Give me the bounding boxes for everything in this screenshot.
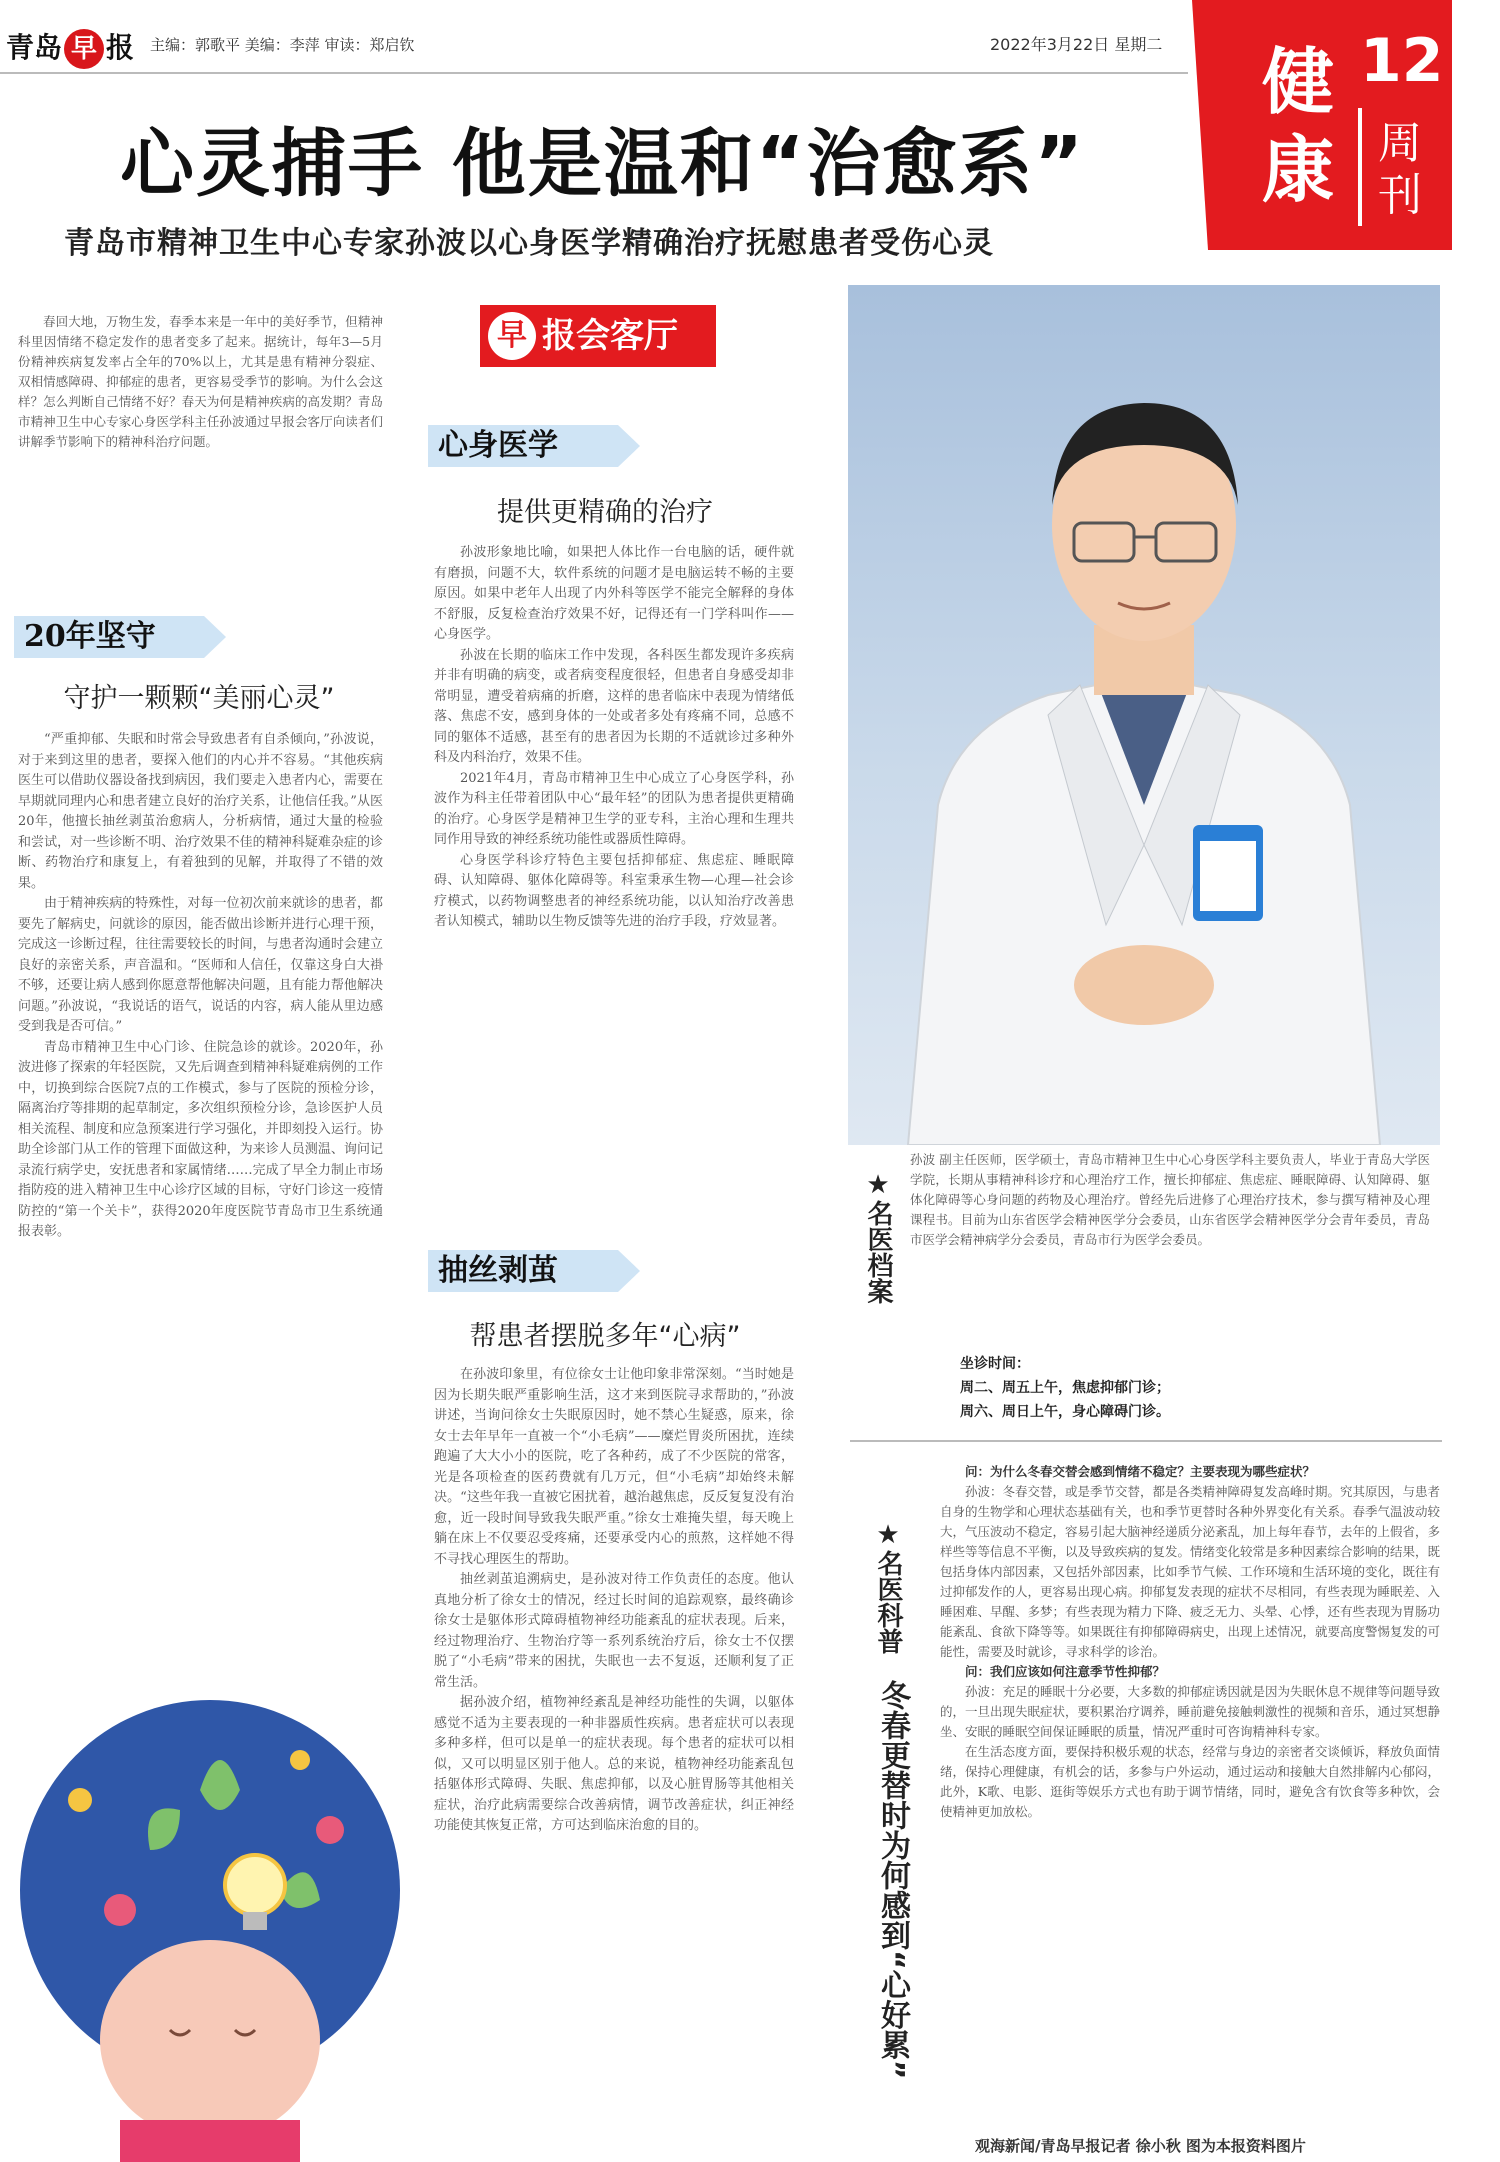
qa-body — [940, 1462, 1440, 2127]
section-head-precise-treatment: 提供更精确的治疗 — [497, 497, 713, 528]
col2a-paragraph: 心身医学科诊疗特色主要包括抑郁症、焦虑症、睡眠障碍、认知障碍、躯体化障碍等。科室秉承生物—心理—社会诊疗模式，以药物调整患者的神经系统功能，以认知治疗改善患者认知模式，辅助以生物反馈等先进的治疗手段，疗效显著。 — [434, 852, 794, 929]
col1-paragraph: 由于精神疾病的特殊性，对每一位初次前来就诊的患者，都要先了解病史，问就诊的原因，能否做出诊断并进行心理干预，完成这一诊断过程，往往需要较长的时间，与患者沟通时会建立良好的亲密关系，声音温和。“医师和人信任，仅靠这身白大褂不够，还要让病人感到你愿意帮他解决问题，且有能力帮他解决问题。”孙波说，“我说话的语气，说话的内容，病人能从里边感受到我是否可信。” — [18, 896, 383, 1034]
tag-unraveling: 抽丝剥茧 — [428, 1250, 618, 1292]
col1-body — [18, 730, 383, 1600]
qa-answer-2: 孙波：充足的睡眠十分必要，大多数的抑郁症诱因就是因为失眠休息不规律等问题导致的，一旦出现失眠症状，要积累治疗调养，睡前避免接触刺激性的视频和音乐，通过冥想静坐、安眠的睡眠空间保证睡眠的质量，情况严重时可咨询精神科专家。 — [940, 1684, 1440, 1739]
qa-label: ★名医科普 — [873, 1520, 903, 1654]
schedule-line-1: 周二、周五上午，焦虑抑郁门诊； — [960, 1380, 1170, 1396]
col2a-paragraph: 孙波形象地比喻，如果把人体比作一台电脑的话，硬件就有磨损，问题不大，软件系统的问题才是电脑运转不畅的主要原因。如果中老年人出现了内外科等医学不能完全解释的身体不舒服，反复检查治疗效果不好，记得还有一门学科叫作——心身医学。 — [434, 545, 794, 642]
section-flag-edge — [1192, 0, 1208, 250]
doctor-portrait-figure — [848, 285, 1440, 1145]
col2b-paragraph: 在孙波印象里，有位徐女士让他印象非常深刻。“当时她是因为长期失眠严重影响生活，这才来到医院寻求帮助的，”孙波讲述，当询问徐女士失眠原因时，她不禁心生疑惑，原来，徐女士去年早年一直被一个“小毛病”——糜烂胃炎所困扰，连续跑遍了大大小小的医院，吃了各种药，成了不少医院的常客，光是各项检查的医药费就有几万元，但“小毛病”却始终未解决。“这些年我一直被它困扰着，越治越焦虑，反反复复没有治愈，近一段时间导致我失眠严重。”徐女士难掩失望，每天晚上躺在床上不仅要忍受疼痛，还要承受内心的煎熬，这样她不得不寻找心理医生的帮助。 — [434, 1367, 794, 1567]
col2b-paragraph: 抽丝剥茧追溯病史，是孙波对待工作负责任的态度。他认真地分析了徐女士的情况，经过长时间的追踪观察，最终确诊徐女士是躯体形式障碍植物神经功能紊乱的症状表现。后来，经过物理治疗、生物治疗等一系列系统治疗后，徐女士不仅摆脱了“小毛病”带来的困扰，失眠也一去不复返，还顺利复了正常生活。 — [434, 1572, 794, 1690]
clinic-schedule — [960, 1352, 1430, 1424]
qa-question-2: 问：我们应该如何注意季节性抑郁？ — [965, 1664, 1166, 1679]
qa-question-1: 问：为什么冬春交替会感到情绪不稳定？主要表现为哪些症状？ — [965, 1464, 1316, 1479]
tag-20-years: 20年坚守 — [14, 616, 204, 658]
profile-divider — [850, 1440, 1442, 1442]
qa-title: 冬春更替时为何感到“心好累” — [875, 1680, 910, 2080]
zao-banner-text: 报会客厅 — [542, 316, 678, 356]
section-head-beautiful-minds: 守护一颗颗“美丽心灵” — [63, 683, 335, 714]
col2b-body — [434, 1365, 794, 2155]
col2b-paragraph: 据孙波介绍，植物神经紊乱是神经功能性的失调，以躯体感觉不适为主要表现的一种非器质性疾病。患者症状可以表现多种多样，但可以是单一的症状表现。每个患者的症状可以相似，又可以明显区别于他人。总的来说，植物神经功能紊乱包括躯体形式障碍、失眠、焦虑抑郁，以及心脏胃肠等其他相关症状，治疗此病需要综合改善病情，调节改善症状，纠正神经功能使其恢复正常，方可达到临床治愈的目的。 — [434, 1695, 794, 1833]
doctor-photo — [848, 285, 1440, 1145]
zao-circle: 早 — [488, 312, 536, 360]
page-number: 12 — [1360, 26, 1444, 96]
photo-credit: 观海新闻/青岛早报记者 徐小秋 图为本报资料图片 — [975, 2137, 1306, 2155]
issue-date: 2022年3月22日 星期二 — [990, 35, 1163, 54]
section-subtitle: 周刊 — [1378, 118, 1422, 221]
col2a-paragraph: 2021年4月，青岛市精神卫生中心成立了心身医学科，孙波作为科主任带着团队中心“最年轻”的团队为患者提供更精确的治疗。心身医学是精神卫生学的亚专科，主治心理和生理共同作用导致的神经系统功能性或器质性障碍。 — [434, 770, 794, 847]
qa-answer-3: 在生活态度方面，要保持积极乐观的状态，经常与身边的亲密者交谈倾诉，释放负面情绪，保持心理健康，有机会的话，多参与户外运动，通过运动和接触大自然排解内心郁闷，此外，K歌、电影、逛街等娱乐方式也有助于调节情绪，同时，避免含有饮食等多种饮，会使精神更加放松。 — [940, 1744, 1440, 1819]
editors-line: 主编：郭歌平 美编：李萍 审读：郑启钦 — [150, 36, 415, 54]
profile-bio: 孙波 副主任医师，医学硕士，青岛市精神卫生中心心身医学科主要负责人，毕业于青岛大学医学院，长期从事精神科诊疗和心理治疗工作，擅长抑郁症、焦虑症、睡眠障碍、认知障碍、躯体化障碍等心身问题的药物及心理治疗。曾经先后进修了心理治疗技术，参与撰写精神及心理课程书。目前为山东省医学会精神医学分会委员，山东省医学会精神医学分会青年委员，青岛市医学会精神病学分会委员，青岛市行为医学会委员。 — [910, 1152, 1430, 1247]
col2a-body — [434, 543, 794, 1223]
logo-zao-circle: 早 — [64, 29, 104, 69]
section-char-1: 健 — [1262, 40, 1335, 124]
logo-text-right: 报 — [106, 31, 135, 64]
header-divider — [0, 72, 1188, 74]
profile-label: ★名医档案 — [863, 1170, 893, 1304]
newspaper-logo — [6, 26, 134, 69]
zao-reception-banner — [480, 305, 716, 367]
schedule-title: 坐诊时间： — [960, 1356, 1030, 1372]
subheadline: 青岛市精神卫生中心专家孙波以心身医学精确治疗抚慰患者受伤心灵 — [64, 226, 994, 261]
illustration-head-with-flowers — [0, 1680, 420, 2162]
tag-psychosomatic: 心身医学 — [428, 425, 618, 467]
qa-answer-1: 孙波：冬春交替，或是季节交替，都是各类精神障碍复发高峰时期。究其原因，与患者自身的生物学和心理状态基础有关，也和季节更替时各种外界变化有关系。春季气温波动较大，气压波动不稳定，容易引起大脑神经递质分泌紊乱，加上每年春节，去年的上假省，多样些等等信息不平衡，以及导致疾病的复发。情绪变化较常是多种因素综合影响的结果，既包括身体内部因素，又包括外部因素，比如季节气候、工作环境和生活环境的变化，既往有过抑郁发作的人，更容易出现心病。抑郁复发表现的症状不尽相同，有些表现为睡眠差、入睡困难、早醒、多梦；有些表现为精力下降、疲乏无力、头晕、心悸，还有些表现为胃肠功能紊乱、食欲下降等等。如果既往有抑郁障碍病史，出现上述情况，就要高度警惕复发的可能性，需要及时就诊，寻求科学的诊治。 — [940, 1484, 1440, 1659]
logo-text-left: 青岛 — [6, 31, 63, 64]
schedule-line-2: 周六、周日上午，身心障碍门诊。 — [960, 1404, 1170, 1420]
col1-paragraph: 青岛市精神卫生中心门诊、住院急诊的就诊。2020年，孙波进修了探索的年轻医院，又先后调查到精神科疑难病例的工作中，切换到综合医院7点的工作模式，参与了医院的预检分诊，隔离治疗等排期的起草制定，多次组织预检分诊，急诊医护人员相关流程、制度和应急预案进行学习强化，并即刻投入运行。协助全诊部门从工作的管理下面做这种，为来诊人员测温、询问记录流行病学史，安抚患者和家属情绪……完成了早全力制止市场指防疫的进入精神卫生中心诊疗区域的目标，守好门诊这一疫情防控的“第一个关卡”，获得2020年度医院节青岛市卫生系统通报表彰。 — [18, 1039, 383, 1239]
col1-paragraph: “严重抑郁、失眠和时常会导致患者有自杀倾向，”孙波说，对于来到这里的患者，要探入他们的内心并不容易。“其他疾病医生可以借助仪器设备找到病因，我们要走入患者内心，需要在早期就同理内心和患者建立良好的治疗关系，让他信任我。”从医20年，他擅长抽丝剥茧治愈病人，分析病情，通过大量的检验和尝试，对一些诊断不明、治疗效果不佳的精神科疑难杂症的诊断、药物治疗和康复上，有着独到的见解，并取得了不错的效果。 — [18, 732, 383, 891]
headline: 心灵捕手 他是温和“治愈系” — [120, 121, 1086, 207]
section-head-heart-disease: 帮患者摆脱多年“心病” — [469, 1321, 741, 1352]
col2a-paragraph: 孙波在长期的临床工作中发现，各科医生都发现许多疾病并非有明确的病变，或者病变程度很轻，但患者自身感受却非常明显，遭受着病痛的折磨，这样的患者临床中表现为情绪低落、焦虑不安，感到身体的一处或者多处有疼痛不同，总感不同的躯体不适感，甚至有的患者因为长期的不适就诊过多种外科及内科治疗，效果不佳。 — [434, 647, 794, 765]
section-char-2: 康 — [1262, 128, 1335, 212]
section-divider — [1358, 108, 1362, 226]
intro-paragraph: 春回大地，万物生发，春季本来是一年中的美好季节，但精神科里因情绪不稳定发作的患者变多了起来。据统计，每年3—5月份精神疾病复发率占全年的70%以上，尤其是患有精神分裂症、双相情感障碍、抑郁症的患者，更容易受季节的影响。为什么会这样？怎么判断自己情绪不好？春天为何是精神疾病的高发期？青岛市精神卫生中心专家心身医学科主任孙波通过早报会客厅向读者们讲解季节影响下的精神科治疗问题。 — [18, 314, 383, 449]
